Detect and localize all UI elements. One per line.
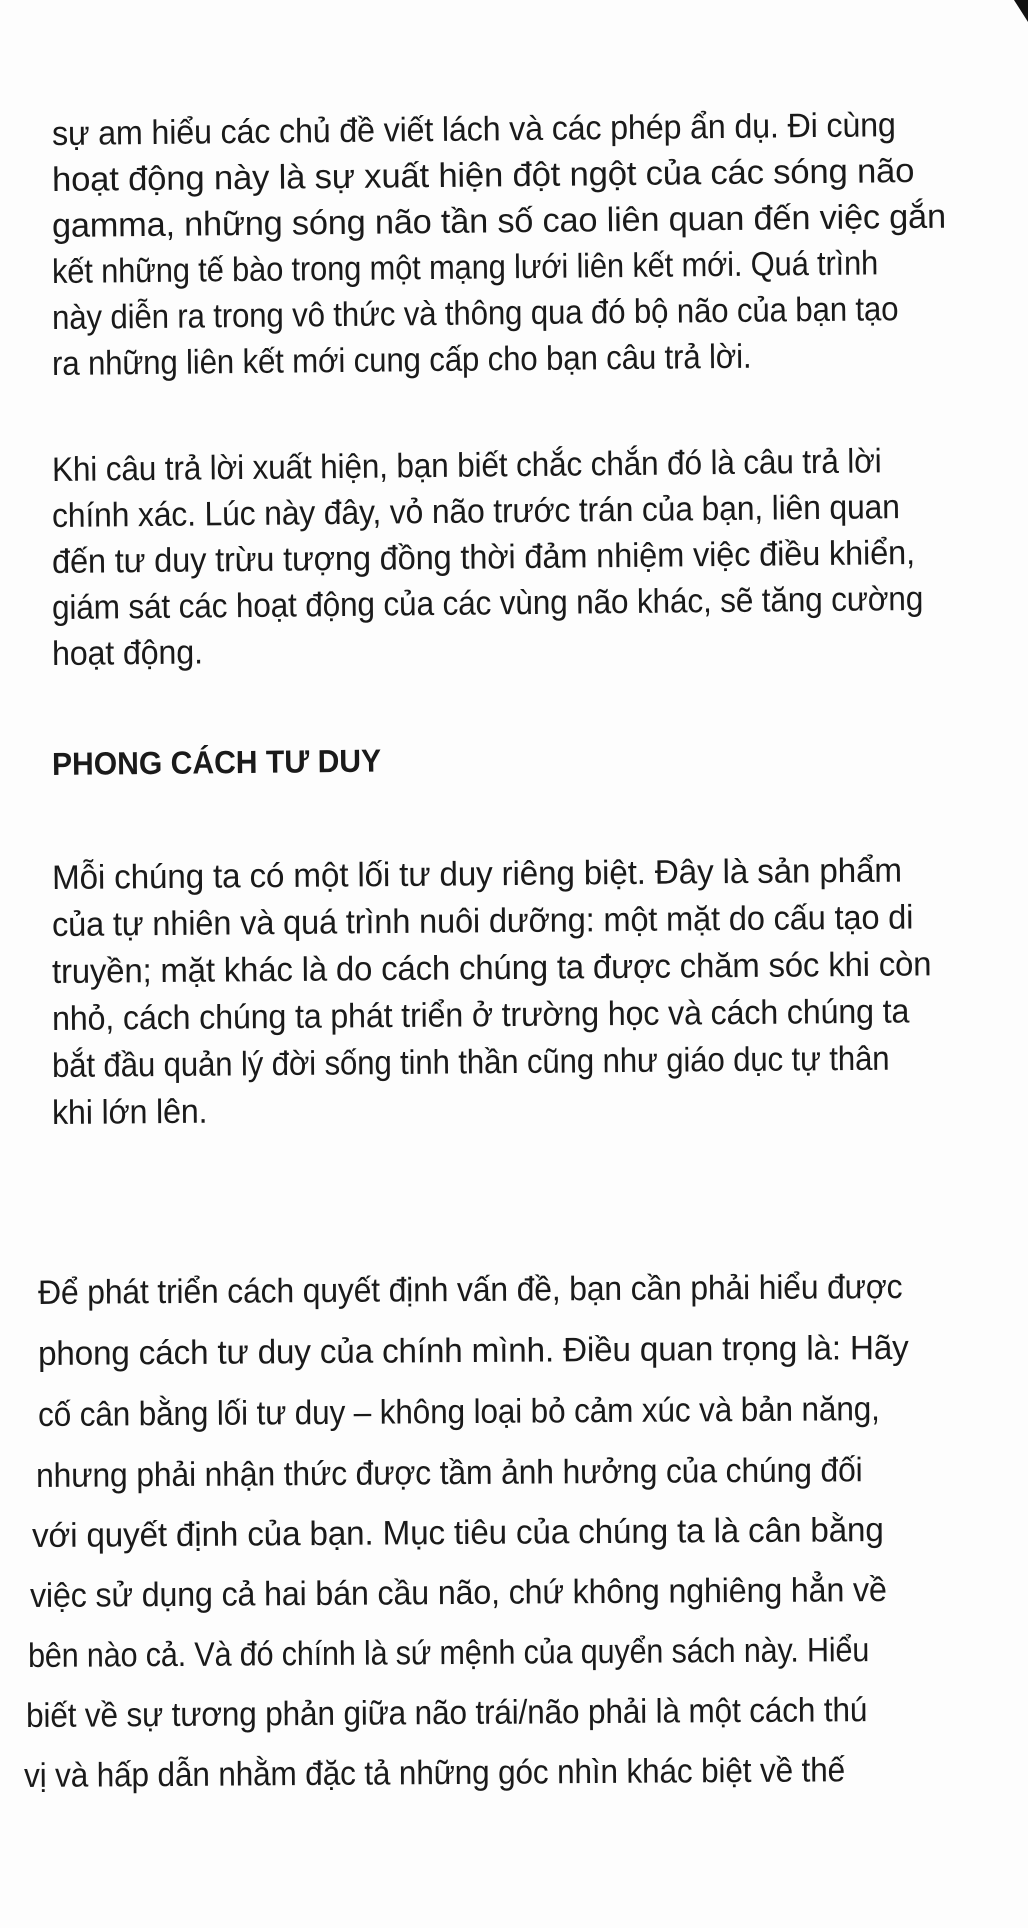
paragraph-4-line-1: Để phát triển cách quyết định vấn đề, bạn cần phải hiểu được	[37, 1267, 903, 1312]
paragraph-3-line-5: bắt đầu quản lý đời sống tinh thần cũng như giáo dục tự thân	[51, 1039, 890, 1085]
paragraph-3-line-6: khi lớn lên.	[51, 1092, 208, 1132]
paragraph-4-line-7: bên nào cả. Và đó chính là sứ mệnh của quyển sách này. Hiểu	[27, 1631, 870, 1675]
paragraph-1-line-5: này diễn ra trong vô thức và thông qua đó bộ não của bạn tạo	[51, 290, 899, 337]
paragraph-2-line-1: Khi câu trả lời xuất hiện, bạn biết chắc chắn đó là câu trả lời	[51, 442, 882, 489]
paragraph-1-line-6: ra những liên kết mới cung cấp cho bạn câu trả lời.	[51, 337, 752, 383]
paragraph-4-line-6: việc sử dụng cả hai bán cầu não, chứ không nghiêng hẳn về	[29, 1571, 887, 1615]
paragraph-1-line-1: sự am hiểu các chủ đề viết lách và các phép ẩn dụ. Đi cùng	[51, 106, 896, 153]
paragraph-4-line-2: phong cách tư duy của chính mình. Điều quan trọng là: Hãy	[37, 1328, 909, 1373]
paragraph-4-line-9: vị và hấp dẫn nhằm đặc tả những góc nhìn khác biệt về thế	[23, 1751, 846, 1795]
paragraph-2-line-5: hoạt động.	[51, 633, 203, 673]
paragraph-4-line-8: biết về sự tương phản giữa não trái/não phải là một cách thú	[25, 1691, 868, 1735]
paragraph-1-line-4: kết những tế bào trong một mạng lưới liên kết mới. Quá trình	[51, 244, 879, 291]
paragraph-4-line-3: cố cân bằng lối tư duy – không loại bỏ cảm xúc và bản năng,	[37, 1390, 880, 1434]
paragraph-2-line-2: chính xác. Lúc này đây, vỏ não trước trán của bạn, liên quan	[51, 488, 900, 535]
paragraph-3-line-3: truyền; mặt khác là do cách chúng ta được chăm sóc khi còn	[51, 945, 932, 991]
paragraph-3-line-2: của tự nhiên và quá trình nuôi dưỡng: một mặt do cấu tạo di	[51, 898, 914, 944]
paragraph-4-line-4: nhưng phải nhận thức được tầm ảnh hưởng của chúng đối	[35, 1451, 863, 1495]
page-corner-mark	[1014, 0, 1028, 22]
paragraph-1-line-2: hoạt động này là sự xuất hiện đột ngột của các sóng não	[51, 151, 915, 199]
paragraph-2-line-4: giám sát các hoạt động của các vùng não khác, sẽ tăng cường	[51, 579, 924, 627]
section-heading: PHONG CÁCH TƯ DUY	[51, 742, 382, 782]
paragraph-3-line-4: nhỏ, cách chúng ta phát triển ở trường học và cách chúng ta	[51, 992, 910, 1038]
paragraph-1-line-3: gamma, những sóng não tần số cao liên quan đến việc gắn	[51, 197, 947, 245]
paragraph-3-line-1: Mỗi chúng ta có một lối tư duy riêng biệt. Đây là sản phẩm	[51, 851, 903, 897]
paragraph-4-line-5: với quyết định của bạn. Mục tiêu của chúng ta là cân bằng	[31, 1511, 884, 1555]
paragraph-2-line-3: đến tư duy trừu tượng đồng thời đảm nhiệm việc điều khiển,	[51, 533, 916, 581]
